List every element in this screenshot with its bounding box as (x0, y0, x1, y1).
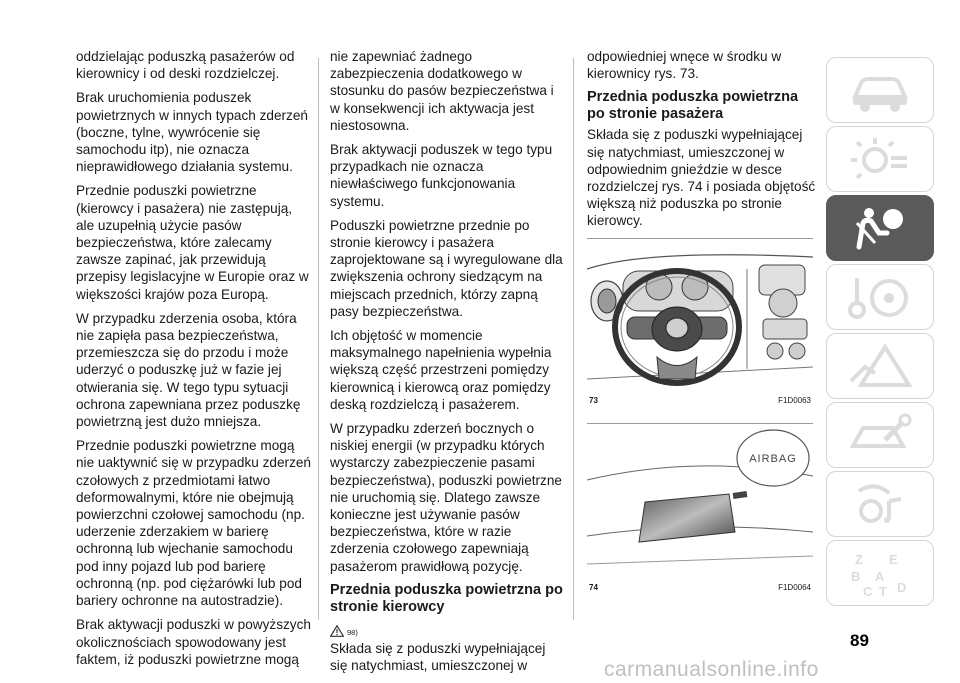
tab-starting-driving[interactable] (826, 264, 934, 330)
paragraph: Przednie poduszki powietrzne mogą nie uaktywnić się w przypadku zderzeń czołowych z przedmiotami łatwo deformowalnymi, które nie obejmują powierzchni czołowej samochodu (np. uderzenie zderzakiem w barierę ochronną lub wjechanie samochodu pod inny pojazd lub pod barierę ochronną (np. pod ciężarówki lub pod bariery ochronne na autostradzie). (76, 438, 311, 609)
tab-index[interactable] (826, 540, 934, 606)
figure-caption (587, 389, 813, 409)
dashboard-lights-icon (845, 134, 915, 184)
tab-multimedia[interactable] (826, 471, 934, 537)
tab-safety[interactable] (826, 195, 934, 261)
steering-wheel-illustration (587, 239, 813, 389)
figure-code: F1D0063 (778, 395, 811, 405)
figure-caption (587, 576, 813, 596)
section-heading-driver-airbag: Przednia poduszka powietrzna po stronie kierowcy (330, 581, 563, 615)
paragraph: Brak aktywacji poduszki w powyższych okolicznościach spowodowany jest faktem, iż poduszki powietrzne mogą (76, 617, 311, 667)
tab-emergency[interactable] (826, 333, 934, 399)
paragraph: odpowiedniej wnęce w środku w kierownicy rys. 73. (587, 49, 782, 82)
paragraph: nie zapewniać żadnego zabezpieczenia dodatkowego w stosunku do pasów bezpieczeństwa i w konsekwencji ich aktywacja jest niestosowna. (330, 49, 554, 133)
figure-73 (587, 238, 813, 409)
svg-text:D: D (897, 580, 907, 595)
text-column-2 (330, 48, 566, 681)
figure-74 (587, 423, 813, 596)
tab-maintenance[interactable] (826, 402, 934, 468)
figure-number: 73 (589, 395, 598, 405)
svg-text:Z: Z (855, 552, 863, 567)
wrench-car-icon (845, 410, 915, 460)
index-icon (845, 548, 915, 598)
paragraph: Poduszki powietrzne przednie po stronie kierowcy i pasażera zaprojektowane są i wyregulowane dla zwiększenia ochrony siedzącym na miejscach przednich, którzy zapną pasy bezpieczeństwa. (330, 217, 563, 319)
watermark[interactable]: carmanualsonline.info (604, 658, 819, 681)
paragraph: W przypadku zderzeń bocznych o niskiej energii (w przypadku których wystarczy zabezpieczenie pasami bezpieczeństwa), poduszki powietrzne nie uruchomią się. Dlatego zawsze konieczne jest używanie pasów bezpieczeństwa, które w razie zderzenia czołowego zapewniają pasażerom prawidłową pozycję. (330, 421, 562, 574)
paragraph: Składa się z poduszki wypełniającej się natychmiast, umieszczonej w (330, 640, 546, 674)
paragraph: Ich objętość w momencie maksymalnego napełnienia wypełnia większą część przestrzeni pomiędzy kierownicą i kierowcą oraz pomiędzy deską rozdzielczą i pasażerem. (330, 328, 552, 412)
paragraph: Brak uruchomienia poduszek powietrznych w innych typach zderzeń (boczne, tylne, wywrócenie się samochodu itp), nie oznacza nieprawidłowego działania systemu. (76, 90, 308, 175)
svg-text:E: E (889, 552, 898, 567)
warning-triangle-icon (330, 625, 344, 637)
text-column-3 (587, 48, 817, 596)
svg-text:B: B (851, 569, 861, 584)
paragraph: Składa się z poduszki wypełniającej się natychmiast, umieszczonej w odpowiednim gnieździe w desce rozdzielczej rys. 74 i posiada objętość większą niż poduszka po stronie kierowcy. (587, 127, 816, 229)
column-divider (573, 58, 574, 620)
figure-code: F1D0064 (778, 582, 811, 592)
chapter-sidebar (826, 57, 934, 609)
car-icon (845, 65, 915, 115)
svg-text:T: T (879, 584, 887, 598)
paragraph: oddzielając poduszką pasażerów od kierownicy i od deski rozdzielczej. (76, 49, 295, 82)
paragraph: Przednie poduszki powietrzne (kierowcy i pasażera) nie zastępują, ale uzupełnią użycie pasów bezpieczeństwa, które zalecamy zawsze zapinać, jak przewidują przepisy legislacyjne w Europie oraz w większości krajów poza Europą. (76, 183, 309, 302)
airbag-seat-icon (845, 203, 915, 253)
svg-text:A: A (875, 569, 885, 584)
figure-number: 74 (589, 582, 598, 592)
svg-text:C: C (863, 584, 873, 598)
page-number: 89 (850, 631, 869, 650)
paragraph: Brak aktywacji poduszek w tego typu przypadkach nie oznacza niewłaściwego funkcjonowania systemu. (330, 142, 553, 209)
section-heading-passenger-airbag: Przednia poduszka powietrzna po stronie pasażera (587, 89, 799, 123)
passenger-airbag-illustration (587, 424, 813, 576)
warning-ref-number: 98) (347, 627, 358, 637)
key-steering-icon (845, 272, 915, 322)
multimedia-icon (845, 479, 915, 529)
warning-triangle-icon (845, 341, 915, 391)
airbag-label: AIRBAG (749, 452, 797, 465)
text-column-1 (76, 48, 312, 675)
warning-reference (330, 619, 566, 637)
tab-car[interactable] (826, 57, 934, 123)
paragraph: W przypadku zderzenia osoba, która nie zapięła pasa bezpieczeństwa, przemieszcza się do przodu i może uderzyć o poduszkę już w fazie jej otwierania się. W tego typu sytuacji ochrona zapewniana przez poduszkę powietrzną jest dużo mniejsza. (76, 310, 301, 430)
tab-dashboard-lights[interactable] (826, 126, 934, 192)
column-divider (318, 58, 319, 620)
